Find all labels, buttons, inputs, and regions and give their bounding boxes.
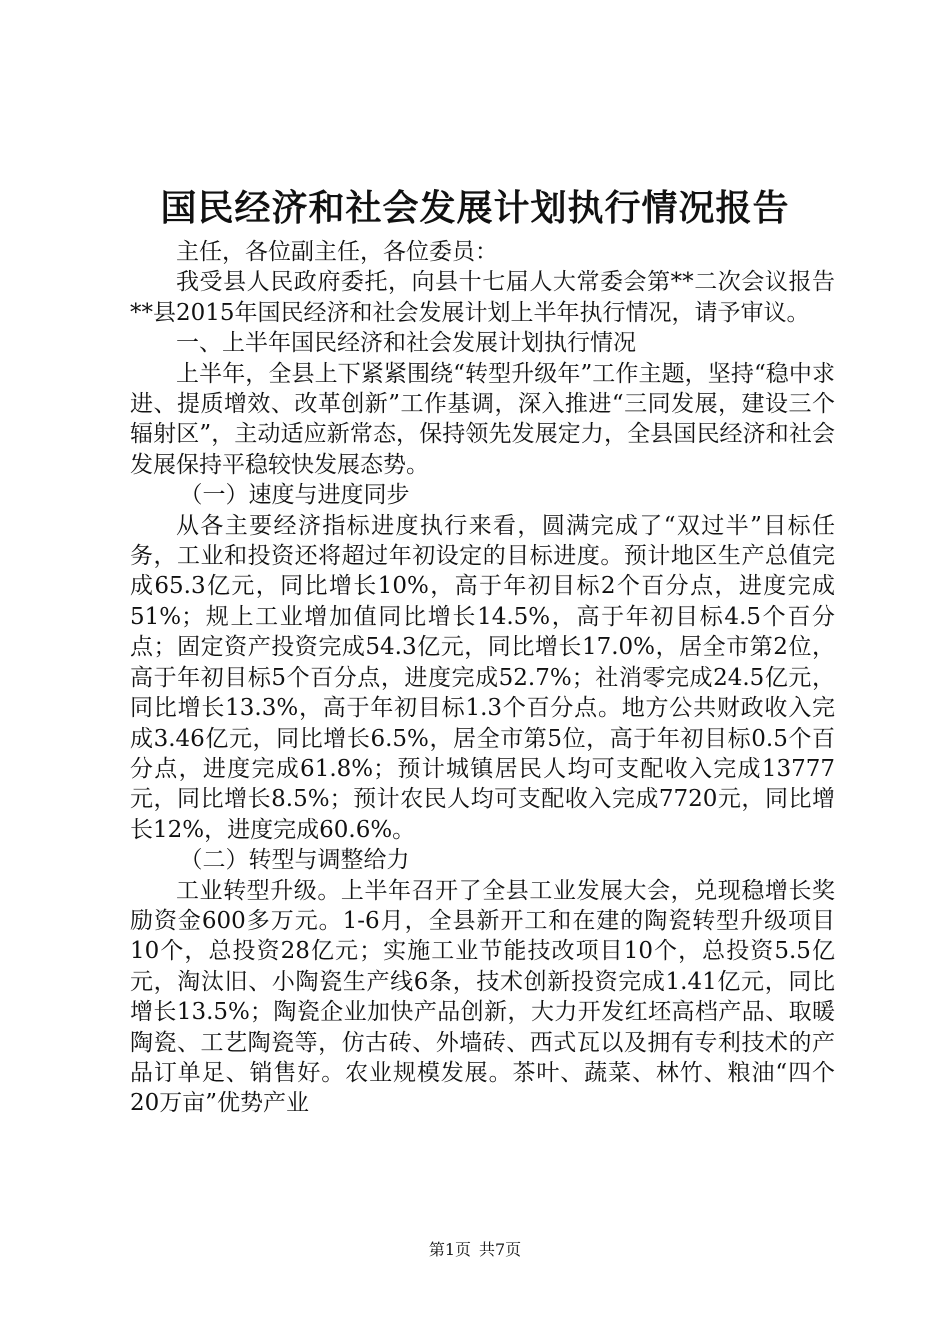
section-heading: 一、上半年国民经济和社会发展计划执行情况 <box>176 330 636 357</box>
intro-paragraph: 我受县人民政府委托，向县十七届人大常委会第**二次会议报告**县2015年国民经济和社会发展计划上半年执行情况，请予审议。 <box>130 269 835 326</box>
page-number: 第1页 <box>428 1240 471 1259</box>
document-body <box>130 237 835 1119</box>
industry-paragraph: 工业转型升级。上半年召开了全县工业发展大会，兑现稳增长奖励资金600多万元。1-6月，全县新开工和在建的陶瓷转型升级项目10个，总投资28亿元；实施工业节能技改项目10个，总投资5.5亿元，淘汰旧、小陶瓷生产线6条，技术创新投资完成1.41亿元，同比增长13.5%；陶瓷企业加快产品创新，大力开发红坯高档产品、取暖陶瓷、工艺陶瓷等，仿古砖、外墙砖、西式瓦以及拥有专利技术的产品订单足、销售好。农业规模发展。茶叶、蔬菜、林竹、粮油“四个20万亩”优势产业 <box>130 877 835 1117</box>
page-footer <box>0 1239 950 1261</box>
overview-paragraph: 上半年，全县上下紧紧围绕“转型升级年”工作主题，坚持“稳中求进、提质增效、改革创新”工作基调，深入推进“三同发展，建设三个辐射区”，主动适应新常态，保持领先发展定力，全县国民经济和社会发展保持平稳较快发展态势。 <box>130 360 835 478</box>
subsection-heading-2: （二）转型与调整给力 <box>179 847 410 874</box>
subsection-heading-1: （一）速度与进度同步 <box>179 482 410 509</box>
page-total: 共7页 <box>479 1240 522 1259</box>
indicators-paragraph: 从各主要经济指标进度执行来看，圆满完成了“双过半”目标任务，工业和投资还将超过年初设定的目标进度。预计地区生产总值完成65.3亿元，同比增长10%，高于年初目标2个百分点，进度完成51%；规上工业增加值同比增长14.5%，高于年初目标4.5个百分点；固定资产投资完成54.3亿元，同比增长17.0%，居全市第2位，高于年初目标5个百分点，进度完成52.7%；社消零完成24.5亿元，同比增长13.3%，高于年初目标1.3个百分点。地方公共财政收入完成3.46亿元，同比增长6.5%，居全市第5位，高于年初目标0.5个百分点，进度完成61.8%；预计城镇居民人均可支配收入完成13777元，同比增长8.5%；预计农民人均可支配收入完成7720元，同比增长12%，进度完成60.6%。 <box>130 512 835 843</box>
salutation-paragraph: 主任，各位副主任，各位委员： <box>176 239 498 265</box>
document-title: 国民经济和社会发展计划执行情况报告 <box>160 187 790 229</box>
